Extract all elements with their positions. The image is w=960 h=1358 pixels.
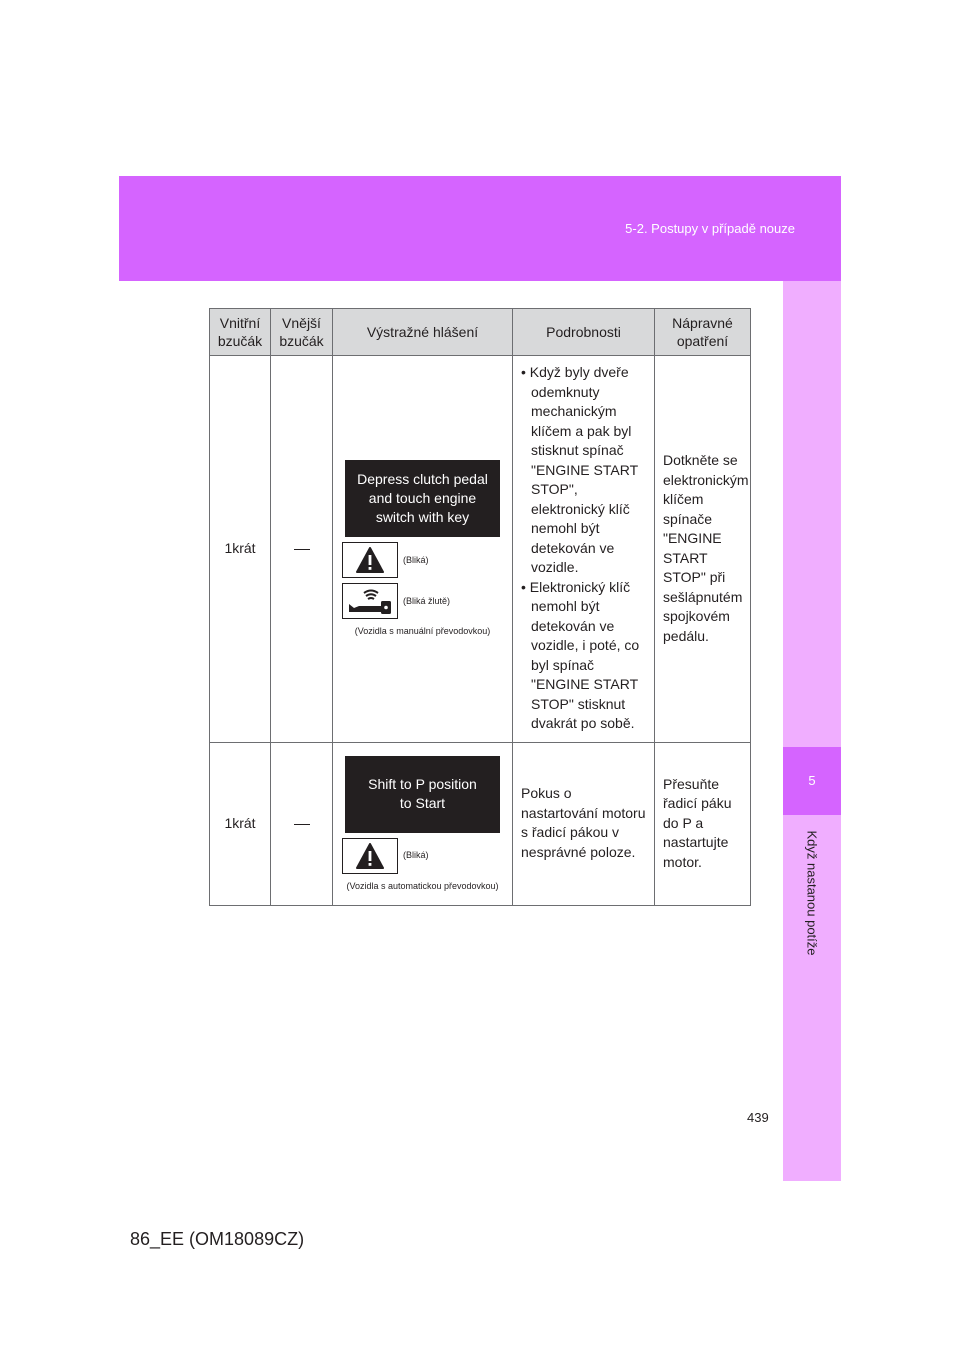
warning-message-cell [333,356,513,743]
column-header: Výstražné hlášení [333,309,513,356]
key-icon-row [342,583,512,619]
warning-table [209,308,751,906]
table-header-row [210,309,751,356]
internal-buzzer-cell: 1krát [210,742,271,905]
message-line: switch with key [375,509,470,526]
internal-buzzer-cell: 1krát [210,356,271,743]
message-line: Shift to P position [368,776,477,792]
warning-triangle-icon [342,838,398,874]
column-header: Vnitřní bzučák [210,309,271,356]
document-code: 86_EE (OM18089CZ) [130,1229,305,1249]
chapter-label: Když nastanou potíže [804,830,820,956]
details-cell [513,356,655,743]
warning-message-cell [333,742,513,905]
chapter-number: 5 [808,773,816,788]
icon-note: (Bliká) [403,554,429,565]
vehicle-note: (Vozidla s automatickou převodovkou) [346,880,499,891]
side-tab [783,281,841,1181]
column-header: Podrobnosti [513,309,655,356]
column-header: Nápravné opatření [655,309,751,356]
icon-note: (Bliká žlutě) [403,595,451,606]
detail-bullet: • Elektronický klíč nemohl být detekován ve vozidle, i poté, co byl spínač "ENGINE START STOP" stisknut dvakrát po sobě. [521,578,640,731]
warning-icon-row [342,542,512,578]
vehicle-note: (Vozidla s manuální převodovkou) [354,626,491,637]
header-band [119,176,841,281]
remedy-cell: Dotkněte se elektronickým klíčem spínače "ENGINE START STOP" při sešlápnutém spojkovém pedálu. [655,356,751,743]
message-line: to Start [399,795,446,811]
table-row [210,742,751,905]
detail-text: Pokus o nastartování motoru s řadicí pákou v nesprávné poloze. [521,785,646,860]
chapter-tab[interactable] [783,747,841,815]
remedy-cell: Přesuňte řadicí páku do P a nastartujte motor. [655,742,751,905]
table-row [210,356,751,743]
section-title: 5-2. Postupy v případě nouze [625,221,795,236]
external-buzzer-cell [271,742,333,905]
icon-note: (Bliká) [403,849,429,860]
detail-bullet: • Když byly dveře odemknuty mechanickým klíčem a pak byl stisknut spínač "ENGINE START STOP", elektronický klíč nemohl být detekován ve vozidle. [521,364,638,575]
column-header: Vnější bzučák [271,309,333,356]
page-number: 439 [747,1110,769,1125]
key-signal-icon [342,583,398,619]
message-screen [345,460,500,537]
warning-triangle-icon [342,542,398,578]
message-line: and touch engine [368,490,477,507]
external-buzzer-cell [271,356,333,743]
dash-line [294,824,310,825]
message-line: Depress clutch pedal [357,471,488,488]
message-screen [345,756,500,833]
details-cell [513,742,655,905]
warning-icon-row [342,838,512,874]
dash-line [294,549,310,550]
